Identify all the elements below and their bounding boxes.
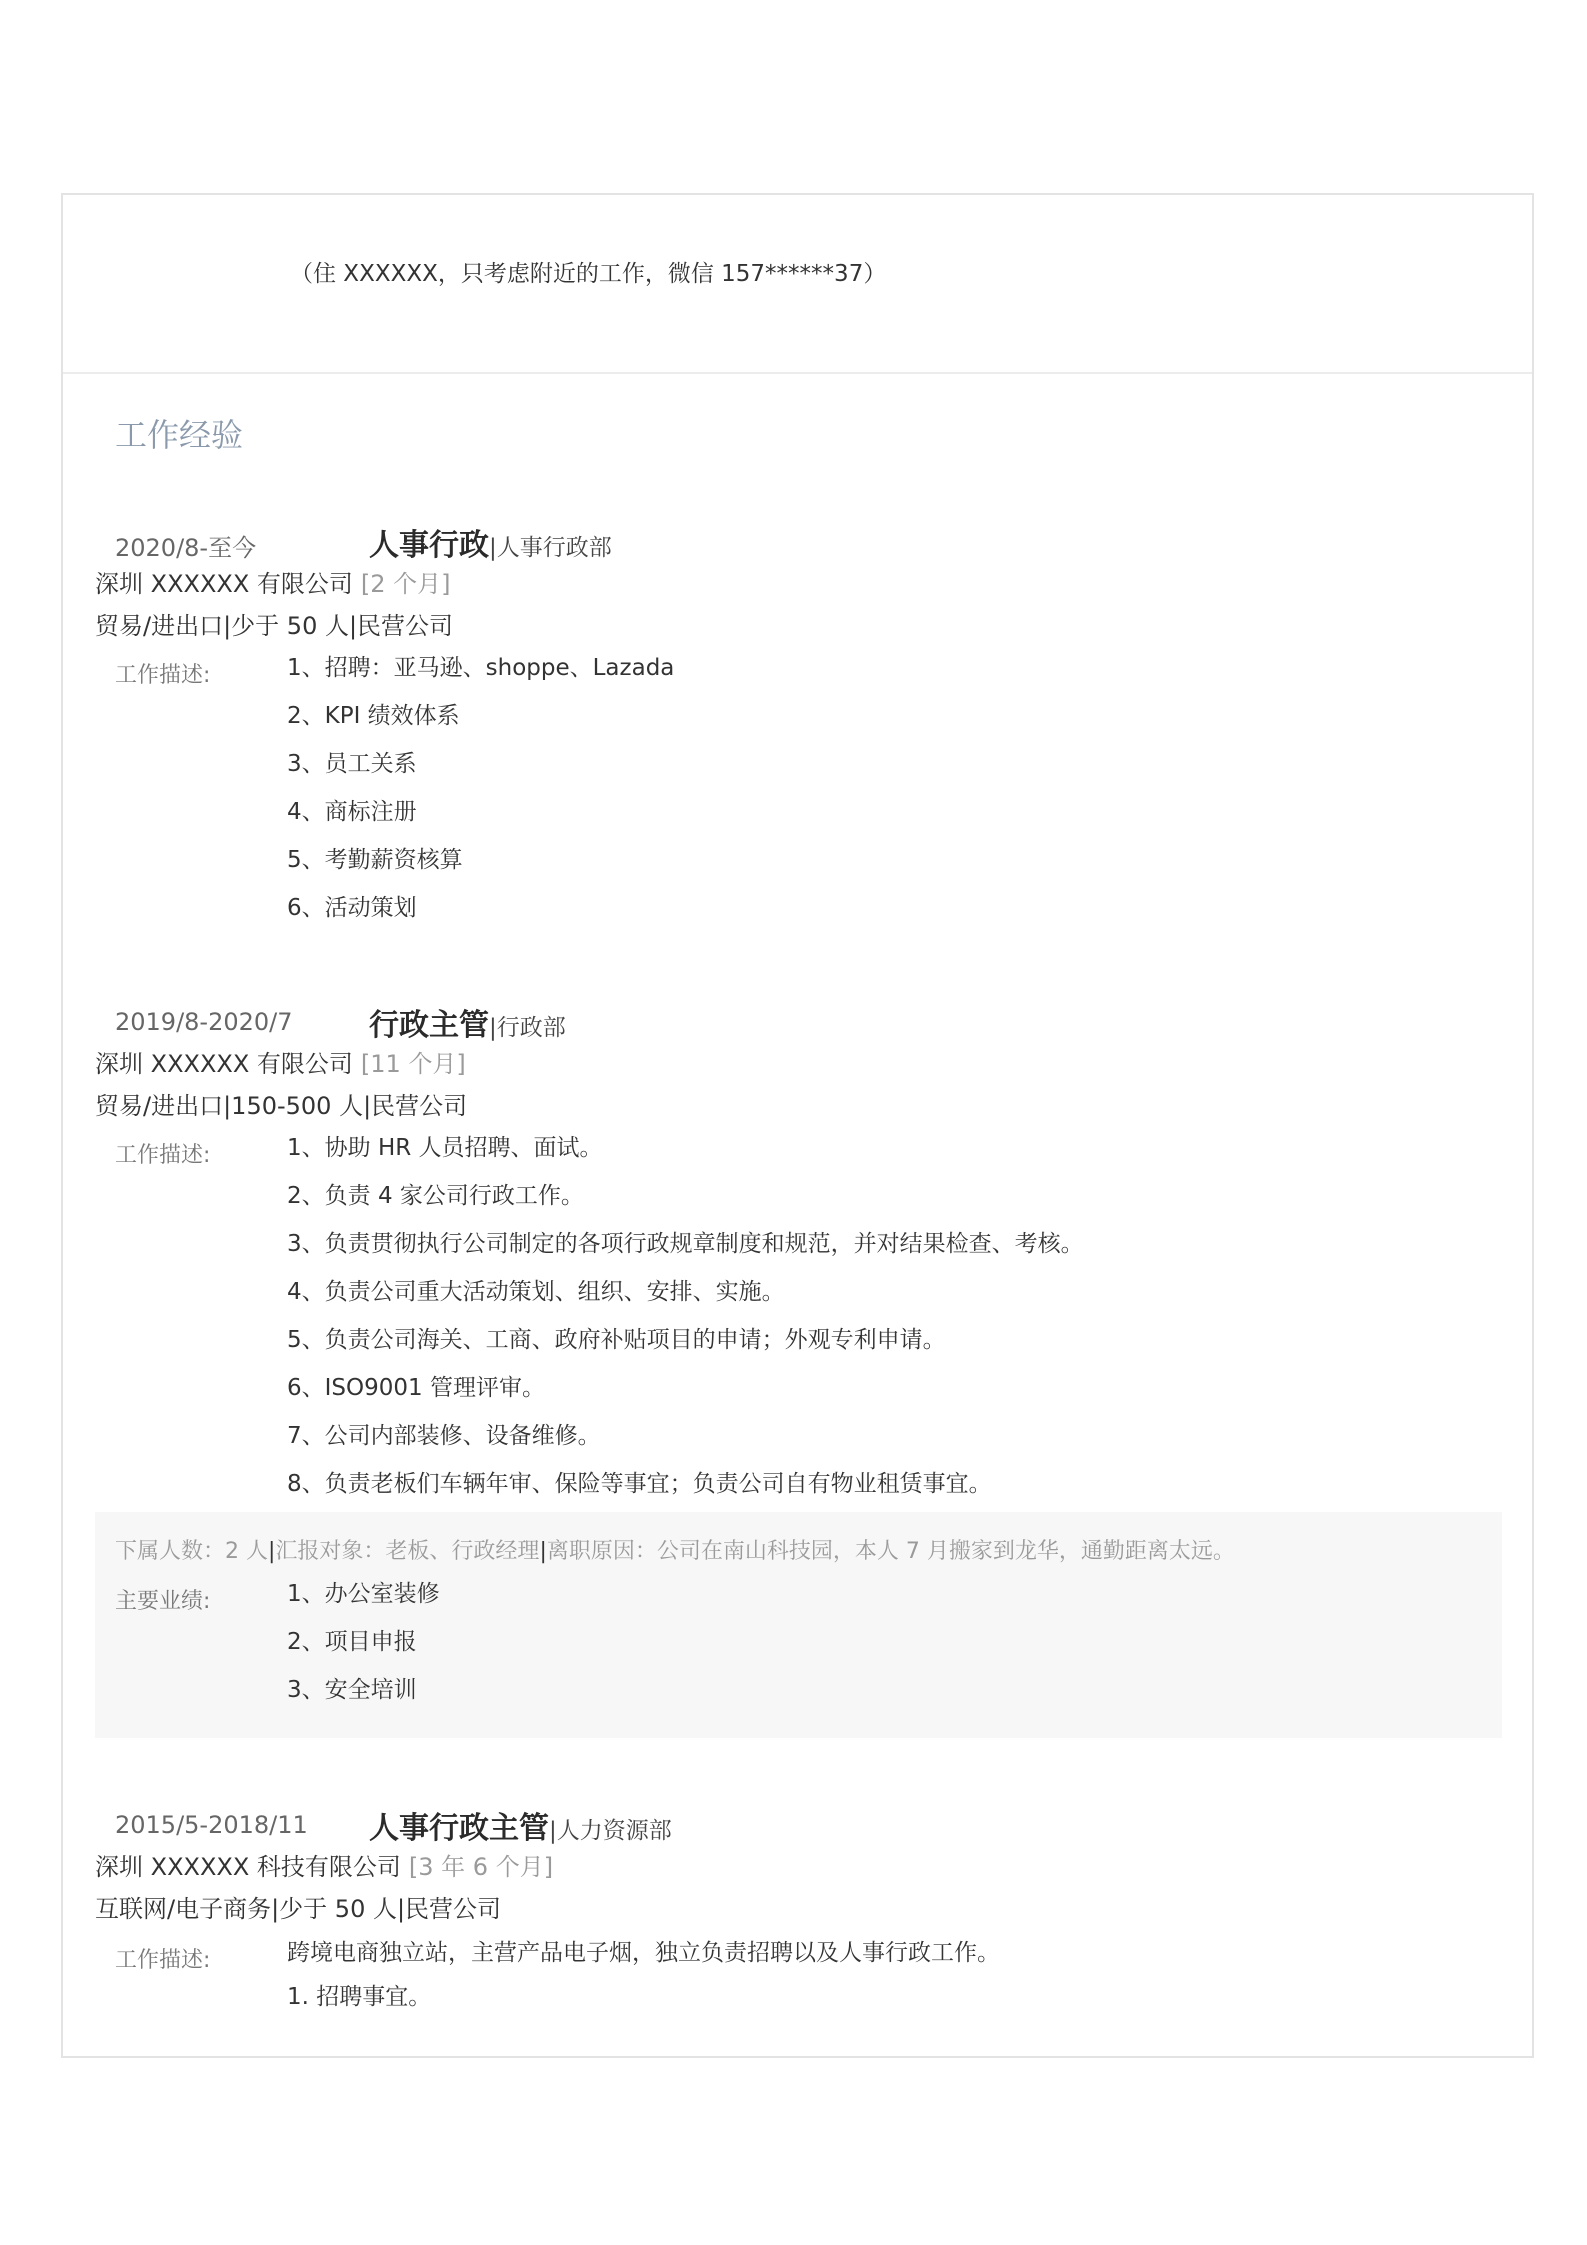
job-period: 2019/8-2020/7 [115, 1008, 293, 1036]
desc-item: 1. 招聘事宜。 [287, 1984, 432, 2010]
achievement-item: 2、项目申报 [287, 1629, 417, 1655]
contact-section [63, 195, 1532, 374]
job-separator: | [489, 535, 497, 561]
company-industry: 贸易/进出口|少于 50 人|民营公司 [95, 612, 454, 640]
desc-item: 4、负责公司重大活动策划、组织、安排、实施。 [287, 1279, 785, 1305]
desc-label: 工作描述: [115, 1948, 211, 1973]
desc-item: 6、ISO9001 管理评审。 [287, 1375, 545, 1401]
desc-item: 3、负责贯彻执行公司制定的各项行政规章制度和规范，并对结果检查、考核。 [287, 1231, 1084, 1257]
report-to: 汇报对象：老板、行政经理 [275, 1539, 540, 1564]
job-title-line [369, 520, 612, 564]
desc-item: 5、负责公司海关、工商、政府补贴项目的申请；外观专利申请。 [287, 1327, 946, 1353]
address-note: （住 XXXXXX，只考虑附近的工作，微信 157******37） [290, 261, 887, 287]
achievements-list [287, 1578, 440, 1722]
desc-item: 7、公司内部装修、设备维修。 [287, 1423, 601, 1449]
job-department: 行政部 [496, 1015, 566, 1041]
desc-list [287, 652, 674, 940]
company-industry: 互联网/电子商务|少于 50 人|民营公司 [95, 1895, 502, 1923]
job-duration: [3 年 6 个月] [408, 1853, 554, 1881]
job-separator: | [549, 1818, 557, 1844]
desc-item: 2、KPI 绩效体系 [287, 703, 460, 729]
company-line [95, 564, 451, 599]
company-line [95, 1847, 553, 1882]
job-duration: [2 个月] [360, 570, 451, 598]
job-separator: | [489, 1015, 497, 1041]
desc-label: 工作描述: [115, 1143, 211, 1168]
desc-list [287, 1937, 1000, 2029]
company-line [95, 1044, 466, 1079]
company-name: 深圳 XXXXXX 科技有限公司 [95, 1853, 401, 1881]
company-name: 深圳 XXXXXX 有限公司 [95, 1050, 353, 1078]
desc-label: 工作描述: [115, 663, 211, 688]
job-title-line [369, 1000, 566, 1044]
pipe-separator: | [268, 1539, 276, 1564]
company-industry: 贸易/进出口|150-500 人|民营公司 [95, 1092, 468, 1120]
desc-item: 1、招聘：亚马逊、shoppe、Lazada [287, 655, 675, 681]
job-title: 人事行政主管 [369, 1811, 549, 1846]
desc-item: 2、负责 4 家公司行政工作。 [287, 1183, 584, 1209]
achievement-item: 1、办公室装修 [287, 1581, 440, 1607]
achievement-item: 3、安全培训 [287, 1677, 417, 1703]
job-title: 人事行政 [369, 528, 489, 563]
achievements-label: 主要业绩: [115, 1589, 211, 1614]
desc-item: 跨境电商独立站，主营产品电子烟，独立负责招聘以及人事行政工作。 [287, 1940, 1000, 1966]
desc-item: 1、协助 HR 人员招聘、面试。 [287, 1135, 603, 1161]
job-title-line [369, 1803, 672, 1847]
leave-reason: 离职原因：公司在南山科技园，本人 7 月搬家到龙华，通勤距离太远。 [546, 1539, 1235, 1564]
section-title-work-experience: 工作经验 [115, 416, 244, 454]
company-name: 深圳 XXXXXX 有限公司 [95, 570, 353, 598]
job-duration: [11 个月] [360, 1050, 466, 1078]
resume-page [61, 193, 1534, 2058]
job-title: 行政主管 [369, 1008, 489, 1043]
extra-info-line [115, 1534, 1235, 1565]
pipe-separator: | [539, 1539, 547, 1564]
desc-item: 5、考勤薪资核算 [287, 847, 463, 873]
job-department: 人力资源部 [556, 1818, 672, 1844]
job-extra-info [95, 1512, 1502, 1738]
desc-item: 4、商标注册 [287, 799, 417, 825]
job-department: 人事行政部 [496, 535, 612, 561]
desc-item: 6、活动策划 [287, 895, 417, 921]
job-period: 2015/5-2018/11 [115, 1811, 308, 1839]
subordinate-count: 下属人数：2 人 [115, 1539, 268, 1564]
desc-list [287, 1132, 1084, 1516]
desc-item: 3、员工关系 [287, 751, 417, 777]
job-period: 2020/8-至今 [115, 534, 257, 562]
desc-item: 8、负责老板们车辆年审、保险等事宜；负责公司自有物业租赁事宜。 [287, 1471, 992, 1497]
